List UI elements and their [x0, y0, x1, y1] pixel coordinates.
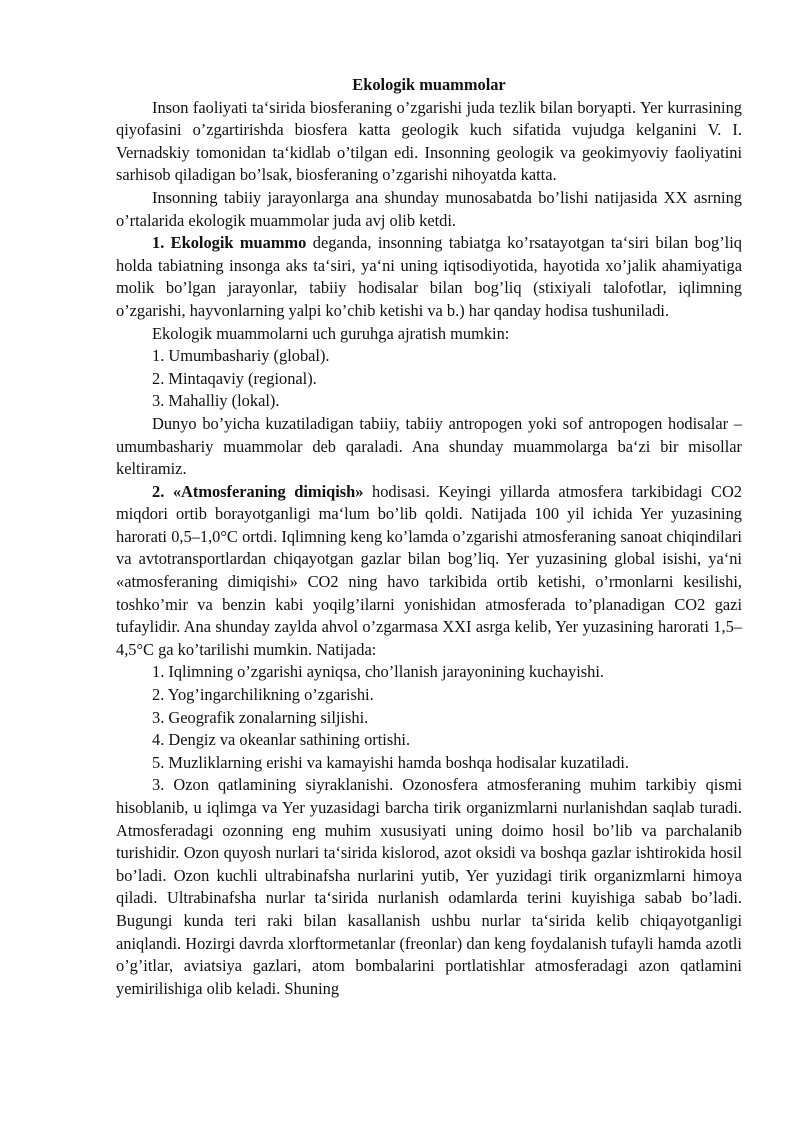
paragraph-3-text: deganda, insonning tabiatga ko’rsatayotgan ta‘siri bilan bog’liq holda tabiatning insonga aks ta‘siri, ya‘ni uning iqtisodiyotida, hayotida xo’jalik ahamiyatiga molik bo’lgan jarayonlar, tabiiy hodisalar bilan bog’liq (stixiyali talofotlar, iqlimning o’zgarishi, hayvonlarning yalpi ko’chib ketishi va b.) har qanday hodisa tushuniladi.	[116, 233, 742, 320]
document-page	[116, 74, 742, 1000]
paragraph-7: 3. Ozon qatlamining siyraklanishi. Ozonosfera atmosferaning muhim tarkibiy qismi hisoblanib, u iqlimga va Yer yuzasidagi barcha tirik organizmlarni nurlanishdan saqlab turadi. Atmosferadagi ozonning eng muhim xususiyati uning doimo hosil bo’lib va parchalanib turishidir. Ozon quyosh nurlari ta‘sirida kislorod, azot oksidi va boshqa gazlar ishtirokida hosil bo’ladi. Ozon kuchli ultrabinafsha nurlarini yutib, Yer yuzidagi tirik organizmlarni himoya qiladi. Ultrabinafsha nurlar ta‘sirida nurlanish odamlarda terini kuyishiga sabab bo’ladi. Bugungi kunda teri raki bilan kasallanish ushbu nurlar ta‘sirida kelib chiqayotganligi aniqlandi. Hozirgi davrda xlorftormetanlar (freonlar) dan keng foydalanish tufayli hamda azotli o’g’itlar, aviatsiya gazlari, atom bombalarini portlatishlar atmosferadagi azon qatlamini yemirilishiga olib keladi. Shuning	[116, 775, 742, 998]
paragraph-6-heading: 2. «Atmosferaning dimiqish»	[152, 481, 364, 501]
paragraph-5: Dunyo bo’yicha kuzatiladigan tabiiy, tabiiy antropogen yoki sof antropogen hodisalar – umumbashariy muammolar deb qaraladi. Ana shunday muammolarga ba‘zi bir misollar keltiramiz.	[116, 413, 742, 479]
paragraph-3	[116, 232, 742, 322]
paragraph-3-heading: 1. Ekologik muammo	[152, 233, 307, 253]
document-title: Ekologik muammolar	[352, 75, 506, 94]
result-item: 3. Geografik zonalarning siljishi.	[152, 707, 369, 727]
group-item: 3. Mahalliy (lokal).	[152, 391, 280, 411]
result-item: 2. Yog’ingarchilikning o’zgarishi.	[152, 685, 374, 705]
paragraph-6-text: hodisasi. Keyingi yillarda atmosfera tarkibidagi CO2 miqdori ortib borayotganligi ma‘lum bo’lib qoldi. Natijada 100 yil ichida Yer yuzasining harorati 0,5–1,0°C ortdi. Iqlimning keng ko’lamda o’zgarishi atmosferaning sanoat chiqindilari va avtotransportlardan chiqayotgan gazlar bilan bog’liq. Yer yuzasining global isishi, ya‘ni «atmosferaning dimiqishi» CO2 ning havo tarkibida ortib ketishi, o’rmonlarni kesilishi, toshko’mir va benzin kabi yoqilg’ilarni yonishidan atmosferada to’planadigan CO2 gazi tufaylidir. Ana shunday zaylda ahvol o’zgarmasa XXI asrga kelib, Yer yuzasining harorati 1,5–4,5°C ga ko’tarilishi mumkin. Natijada:	[116, 481, 742, 659]
result-item: 5. Muzliklarning erishi va kamayishi hamda boshqa hodisalar kuzatiladi.	[152, 752, 630, 772]
paragraph-2: Insonning tabiiy jarayonlarga ana shunday munosabatda bo’lishi natijasida XX asrning o’rtalarida ekologik muammolar juda avj olib ketdi.	[116, 187, 742, 230]
paragraph-6	[116, 481, 742, 662]
result-item: 4. Dengiz va okeanlar sathining ortishi.	[152, 730, 411, 750]
group-item: 2. Mintaqaviy (regional).	[152, 368, 317, 388]
group-item: 1. Umumbashariy (global).	[152, 346, 330, 366]
result-item: 1. Iqlimning o’zgarishi ayniqsa, cho’llanish jarayonining kuchayishi.	[152, 662, 605, 682]
paragraph-1: Inson faoliyati ta‘sirida biosferaning o’zgarishi juda tezlik bilan boryapti. Yer kurrasining qiyofasini o’zgartirishda biosfera katta geologik kuch sifatida vujudga kelganini V. I. Vernadskiy tomonidan ta‘kidlab o’tilgan edi. Insonning geologik va geokimyoviy faoliyatini sarhisob qiladigan bo’lsak, biosferaning o’zgarishi nihoyatda katta.	[116, 97, 742, 185]
paragraph-4: Ekologik muammolarni uch guruhga ajratish mumkin:	[152, 323, 510, 343]
